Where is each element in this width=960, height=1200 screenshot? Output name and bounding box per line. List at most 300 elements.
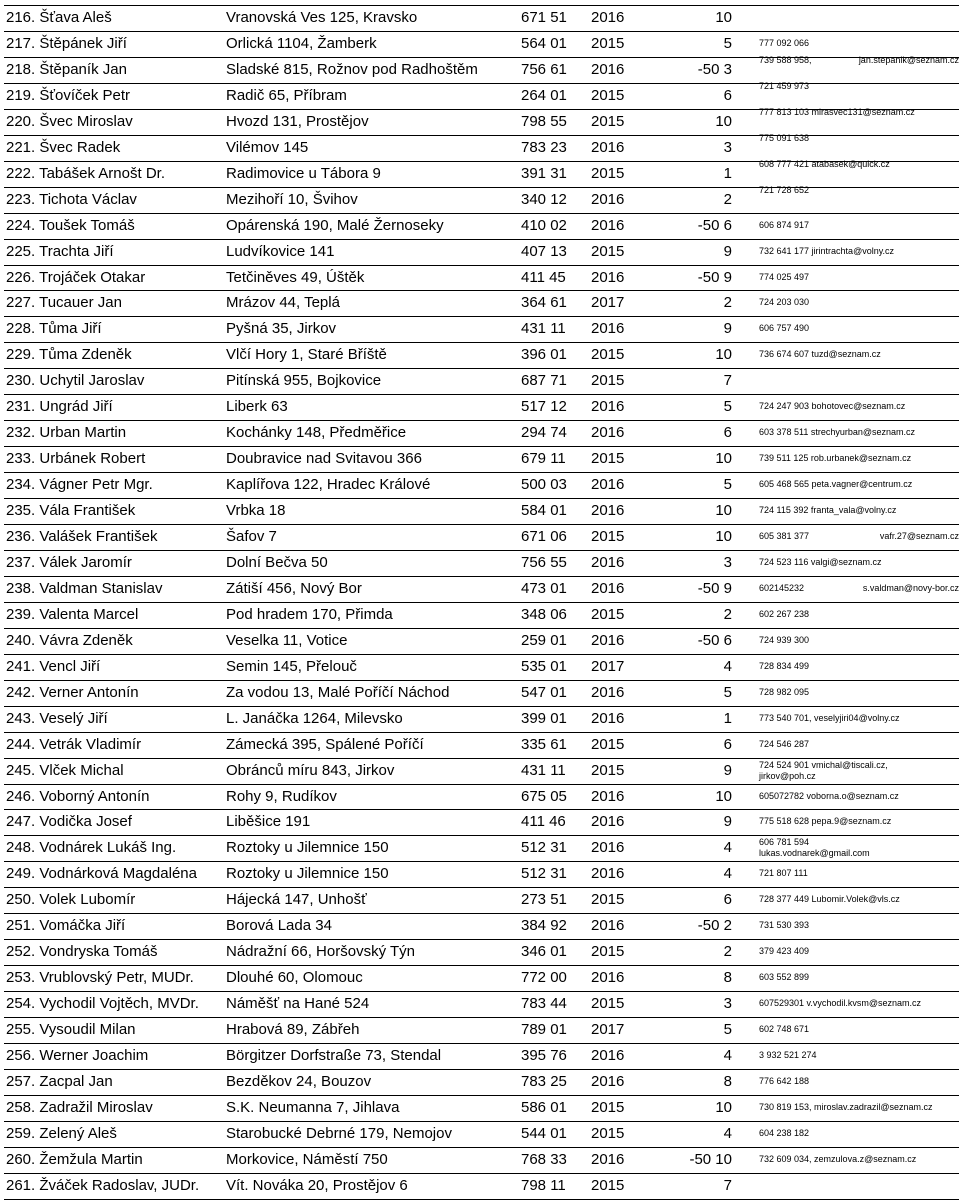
contact-info [759, 323, 959, 334]
person-name: 226. Trojáček Otakar [6, 268, 146, 286]
points-value: 9 [723, 761, 732, 779]
person-name: 230. Uchytil Jaroslav [6, 372, 145, 390]
contact-line: 731 530 393 [759, 920, 810, 931]
year: 2015 [591, 164, 625, 182]
address: Kochánky 148, Předměřice [226, 424, 407, 442]
person-name: 231. Ungrád Jiří [6, 398, 113, 416]
person-name: 223. Tichota Václav [6, 190, 137, 208]
zip-code: 294 74 [521, 424, 567, 442]
table-row [4, 732, 959, 758]
points-value: 5 [723, 476, 732, 494]
contact-info [759, 246, 959, 257]
address: S.K. Neumanna 7, Jihlava [226, 1098, 400, 1116]
contact-info [759, 479, 959, 490]
year: 2017 [591, 294, 625, 312]
table-row [4, 1069, 959, 1095]
contact-line: 602 748 671 [759, 1024, 810, 1035]
year: 2015 [591, 1124, 625, 1142]
address: Starobucké Debrné 179, Nemojov [226, 1124, 452, 1142]
year: 2016 [591, 787, 625, 805]
address: Dlouhé 60, Olomouc [226, 969, 363, 987]
contact-info [759, 38, 959, 49]
points-value: 2 [723, 943, 732, 961]
zip-code: 783 25 [521, 1072, 567, 1090]
contact-line: 605 468 565 peta.vagner@centrum.cz [759, 479, 913, 490]
contact-line: 3 932 521 274 [759, 1050, 817, 1060]
person-name: 261. Žváček Radoslav, JUDr. [6, 1176, 200, 1194]
zip-code: 500 03 [521, 476, 567, 494]
address: Hrabová 89, Zábřeh [226, 1021, 360, 1039]
year: 2015 [591, 943, 625, 961]
table-row [4, 239, 959, 265]
address: Roztoky u Jilemnice 150 [226, 865, 389, 883]
year: 2015 [591, 372, 625, 390]
zip-code: 410 02 [521, 216, 567, 234]
person-name: 252. Vondryska Tomáš [6, 943, 158, 961]
table-row [4, 654, 959, 680]
table-row [4, 524, 959, 550]
zip-code: 407 13 [521, 242, 567, 260]
zip-code: 798 11 [521, 1176, 566, 1194]
points-value: 10 [715, 787, 732, 805]
address: Pitínská 955, Bojkovice [226, 372, 382, 390]
address: Vít. Nováka 20, Prostějov 6 [226, 1176, 408, 1194]
address: Orlická 1104, Žamberk [226, 34, 377, 52]
contact-line: 732 609 034, zemzulova.z@seznam.cz [759, 1153, 917, 1164]
address: Vrbka 18 [226, 502, 286, 520]
points-value: 10 [715, 9, 732, 26]
zip-code: 783 44 [521, 995, 567, 1013]
address: L. Janáčka 1264, Milevsko [226, 709, 403, 727]
table-row [4, 706, 959, 732]
points-value: 4 [723, 1047, 732, 1064]
person-name: 229. Tůma Zdeněk [6, 346, 132, 364]
contact-info [759, 185, 959, 196]
contact-info [759, 159, 959, 170]
points-value: 7 [723, 372, 732, 390]
contact-info [759, 868, 959, 879]
zip-code: 671 06 [521, 528, 567, 545]
points-value: 1 [723, 164, 732, 182]
table-row [4, 420, 959, 446]
zip-code: 756 55 [521, 553, 567, 571]
points-value: 8 [723, 969, 732, 987]
person-name: 250. Volek Lubomír [6, 891, 136, 909]
zip-code: 512 31 [521, 865, 567, 883]
address: Hájecká 147, Unhošť [226, 891, 367, 909]
year: 2016 [591, 1150, 625, 1168]
table-row [4, 550, 959, 576]
contact-info [759, 791, 959, 802]
contact-line: 724 247 903 bohotovec@seznam.cz [759, 401, 906, 412]
points-value: 4 [723, 657, 732, 675]
zip-code: 517 12 [521, 398, 567, 416]
year: 2016 [591, 138, 625, 156]
address: Vilémov 145 [226, 138, 309, 156]
year: 2015 [591, 605, 625, 623]
year: 2016 [591, 969, 625, 987]
zip-code: 411 45 [521, 268, 566, 286]
address: Obránců míru 843, Jirkov [226, 761, 395, 779]
person-name: 245. Vlček Michal [6, 761, 124, 779]
contact-info [759, 635, 959, 646]
year: 2016 [591, 476, 625, 494]
year: 2016 [591, 320, 625, 338]
address: Liběšice 191 [226, 813, 311, 831]
person-name: 234. Vágner Petr Mgr. [6, 476, 153, 494]
points-value: 8 [723, 1072, 732, 1090]
contact-line: 603 378 511 strechyurban@seznam.cz [759, 427, 916, 438]
year: 2015 [591, 112, 625, 130]
zip-code: 411 46 [521, 813, 566, 831]
points-value: 6 [723, 86, 732, 104]
table-row [4, 680, 959, 706]
contact-info [759, 998, 959, 1009]
table-row [4, 1121, 959, 1147]
address: Liberk 63 [226, 398, 288, 416]
points-value: 6 [723, 735, 732, 753]
points-value: 9 [723, 320, 732, 338]
points-value: 2 [723, 294, 732, 312]
address: Nádražní 66, Horšovský Týn [226, 943, 415, 961]
points-value: 5 [723, 1021, 732, 1039]
table-row [4, 184, 959, 213]
person-name: 249. Vodnárková Magdaléna [6, 865, 197, 883]
address: Doubravice nad Svitavou 366 [226, 450, 422, 468]
year: 2016 [591, 190, 625, 208]
points-value: 10 [715, 346, 732, 364]
zip-code: 535 01 [521, 657, 567, 675]
contact-info [759, 1076, 959, 1087]
table-row [4, 265, 959, 291]
year: 2015 [591, 891, 625, 909]
year: 2016 [591, 502, 625, 520]
zip-code: 473 01 [521, 579, 567, 597]
table-row [4, 106, 959, 135]
contact-part: s.valdman@novy-bor.cz [862, 582, 959, 593]
contact-line: 732 641 177 jirintrachta@volny.cz [759, 245, 895, 256]
year: 2016 [591, 398, 625, 416]
zip-code: 783 23 [521, 138, 567, 156]
zip-code: 384 92 [521, 917, 567, 935]
zip-code: 264 01 [521, 86, 567, 104]
person-name: 236. Valášek František [6, 528, 158, 545]
address: Borová Lada 34 [226, 917, 332, 935]
zip-code: 671 51 [521, 9, 567, 26]
contact-info [759, 427, 959, 438]
person-name: 248. Vodnárek Lukáš Ing. [6, 839, 177, 857]
zip-code: 348 06 [521, 605, 567, 623]
person-name: 241. Vencl Jiří [6, 657, 101, 675]
points-value: 6 [723, 891, 732, 909]
contact-line: 776 642 188 [759, 1075, 810, 1086]
zip-code: 679 11 [521, 450, 566, 468]
zip-code: 675 05 [521, 787, 567, 805]
points-value: 1 [723, 709, 732, 727]
points-value: 10 [715, 450, 732, 468]
contact-line: lukas.vodnarek@gmail.com [759, 848, 870, 859]
zip-code: 273 51 [521, 891, 567, 909]
address: Dolní Bečva 50 [226, 553, 328, 571]
contact-info [759, 760, 959, 782]
year: 2016 [591, 683, 625, 701]
address: Rohy 9, Rudíkov [226, 787, 337, 805]
table-row [4, 31, 959, 57]
year: 2015 [591, 86, 625, 104]
contact-line: 606 757 490 [759, 323, 810, 334]
table-row [4, 861, 959, 887]
table-row [4, 913, 959, 939]
contact-line: 607529301 v.vychodil.kvsm@seznam.cz [759, 998, 922, 1009]
contact-part: 602145232 [759, 582, 805, 593]
year: 2016 [591, 1072, 625, 1090]
zip-code: 395 76 [521, 1047, 567, 1064]
person-name: 246. Voborný Antonín [6, 787, 150, 805]
zip-code: 431 11 [521, 320, 566, 338]
table-row [4, 576, 959, 602]
year: 2016 [591, 917, 625, 935]
address: Zátiší 456, Nový Bor [226, 579, 362, 597]
contact-line: 602 267 238 [759, 608, 810, 619]
contact-info [759, 1024, 959, 1035]
points-value: 4 [723, 865, 732, 883]
year: 2015 [591, 450, 625, 468]
contact-line: 724 524 901 vmichal@tiscali.cz, [759, 759, 888, 770]
person-name: 222. Tabášek Arnošt Dr. [6, 164, 165, 182]
table-row [4, 158, 959, 187]
contact-line: 775 518 628 pepa.9@seznam.cz [759, 816, 892, 827]
table-row [4, 316, 959, 342]
year: 2015 [591, 34, 625, 52]
zip-code: 346 01 [521, 943, 567, 961]
year: 2016 [591, 268, 625, 286]
year: 2017 [591, 657, 625, 675]
address: Opárenská 190, Malé Žernoseky [226, 216, 444, 234]
contact-line: 728 377 449 Lubomir.Volek@vls.cz [759, 894, 900, 905]
contact-line: 724 546 287 [759, 738, 810, 749]
year: 2016 [591, 579, 625, 597]
points-value: 3 [723, 138, 732, 156]
table-row [4, 939, 959, 965]
zip-code: 544 01 [521, 1124, 567, 1142]
person-name: 258. Zadražil Miroslav [6, 1098, 153, 1116]
person-name: 257. Zacpal Jan [6, 1072, 113, 1090]
points-value: -50 10 [689, 1150, 732, 1168]
contact-line: 604 238 182 [759, 1127, 810, 1138]
contact-line: 730 819 153, miroslav.zadrazil@seznam.cz [759, 1101, 933, 1112]
address: Mrázov 44, Teplá [226, 294, 340, 312]
contact-line: 773 540 701, veselyjiri04@volny.cz [759, 712, 900, 723]
address: Semin 145, Přelouč [226, 657, 357, 675]
table-row [4, 342, 959, 368]
person-name: 221. Švec Radek [6, 138, 121, 156]
zip-code: 431 11 [521, 761, 566, 779]
contact-info [759, 687, 959, 698]
address: Sladské 815, Rožnov pod Radhoštěm [226, 60, 478, 78]
contact-line: 721 728 652 [759, 184, 810, 195]
table-row [4, 628, 959, 654]
address: Pyšná 35, Jirkov [226, 320, 337, 338]
contact-info [759, 81, 959, 92]
person-name: 239. Valenta Marcel [6, 605, 139, 623]
table-row [4, 602, 959, 628]
zip-code: 259 01 [521, 631, 567, 649]
points-value: -50 6 [697, 631, 732, 649]
table-row [4, 758, 959, 784]
points-value: 9 [723, 813, 732, 831]
contact-line: 721 807 111 [759, 868, 808, 879]
address: Pod hradem 170, Přimda [226, 605, 393, 623]
contact-info [759, 920, 959, 931]
table-row [4, 290, 959, 316]
zip-code: 512 31 [521, 839, 567, 857]
person-name: 237. Válek Jaromír [6, 553, 132, 571]
contact-info [759, 133, 959, 144]
year: 2016 [591, 865, 625, 883]
zip-code: 756 61 [521, 60, 567, 78]
points-value: -50 9 [697, 579, 732, 597]
contact-line: 721 459 973 [759, 80, 810, 91]
person-name: 228. Tůma Jiří [6, 320, 102, 338]
points-value: 5 [723, 683, 732, 701]
person-name: 220. Švec Miroslav [6, 112, 133, 130]
address: Ludvíkovice 141 [226, 242, 335, 260]
table-row [4, 1017, 959, 1043]
person-name: 238. Valdman Stanislav [6, 579, 163, 597]
contact-line: jirkov@poh.cz [759, 770, 816, 781]
address: Mezihoří 10, Švihov [226, 190, 358, 208]
table-row [4, 1043, 959, 1069]
year: 2016 [591, 216, 625, 234]
points-value: -50 2 [697, 917, 732, 935]
person-name: 242. Verner Antonín [6, 683, 139, 701]
points-value: 7 [723, 1176, 732, 1194]
address: Hvozd 131, Prostějov [226, 112, 369, 130]
table-row [4, 5, 959, 31]
person-name: 256. Werner Joachim [6, 1047, 149, 1064]
table-row [4, 472, 959, 498]
points-value: -50 6 [697, 216, 732, 234]
table-row [4, 887, 959, 913]
zip-code: 364 61 [521, 294, 567, 312]
zip-code: 396 01 [521, 346, 567, 364]
points-value: 10 [715, 502, 732, 520]
table-row [4, 835, 959, 861]
address: Tetčiněves 49, Úštěk [226, 268, 365, 286]
zip-code: 584 01 [521, 502, 567, 520]
person-name: 218. Štěpaník Jan [6, 60, 127, 78]
year: 2015 [591, 242, 625, 260]
zip-code: 687 71 [521, 372, 567, 390]
contact-line: 606 781 594 [759, 837, 810, 848]
address: Morkovice, Náměstí 750 [226, 1150, 388, 1168]
table-row [4, 54, 959, 83]
contact-info [759, 837, 959, 859]
contact-line: 774 025 497 [759, 271, 810, 282]
table-row [4, 446, 959, 472]
contact-line: 739 511 125 rob.urbanek@seznam.cz [759, 453, 912, 464]
points-value: 5 [723, 34, 732, 52]
year: 2017 [591, 1021, 625, 1039]
contact-line: 728 982 095 [759, 686, 810, 697]
zip-code: 564 01 [521, 34, 567, 52]
person-name: 217. Štěpánek Jiří [6, 34, 127, 52]
points-value: -50 9 [697, 268, 732, 286]
contact-part: vafr.27@seznam.cz [879, 531, 959, 541]
points-value: 4 [723, 1124, 732, 1142]
contact-part: 605 381 377 [759, 531, 810, 541]
points-value: 9 [723, 242, 732, 260]
contact-line: 728 834 499 [759, 660, 810, 671]
year: 2015 [591, 1098, 625, 1116]
points-value: 6 [723, 424, 732, 442]
contact-info [759, 349, 959, 360]
contact-info [759, 972, 959, 983]
contact-line [759, 55, 959, 66]
points-value: 3 [723, 995, 732, 1013]
contact-line [759, 583, 959, 594]
address: Vlčí Hory 1, Staré Bříště [226, 346, 387, 364]
table-row [4, 213, 959, 239]
table-row [4, 965, 959, 991]
contact-info [759, 583, 959, 594]
zip-code: 340 12 [521, 190, 567, 208]
points-value: 4 [723, 839, 732, 857]
contact-info [759, 1154, 959, 1165]
year: 2015 [591, 528, 625, 545]
contact-info [759, 713, 959, 724]
zip-code: 547 01 [521, 683, 567, 701]
contact-info [759, 272, 959, 283]
points-value: 5 [723, 398, 732, 416]
contact-info [759, 1050, 959, 1061]
year: 2016 [591, 9, 625, 26]
person-name: 243. Veselý Jiří [6, 709, 108, 727]
contact-info [759, 739, 959, 750]
address: Vranovská Ves 125, Kravsko [226, 9, 418, 26]
contact-info [759, 220, 959, 231]
address: Veselka 11, Votice [226, 631, 348, 649]
address: Radimovice u Tábora 9 [226, 164, 381, 182]
contact-line: 724 203 030 [759, 297, 810, 308]
points-value: 3 [723, 553, 732, 571]
contact-info [759, 661, 959, 672]
person-name: 227. Tucauer Jan [6, 294, 122, 312]
zip-code: 789 01 [521, 1021, 567, 1039]
person-name: 253. Vrublovský Petr, MUDr. [6, 969, 194, 987]
contact-info [759, 1128, 959, 1139]
year: 2015 [591, 761, 625, 779]
contact-line: 606 874 917 [759, 219, 810, 230]
points-value: 10 [715, 528, 732, 545]
person-name: 233. Urbánek Robert [6, 450, 146, 468]
table-row [4, 80, 959, 109]
year: 2015 [591, 1176, 625, 1194]
zip-code: 586 01 [521, 1098, 567, 1116]
table-row [4, 784, 959, 810]
contact-info [759, 453, 959, 464]
contact-info [759, 946, 959, 957]
address: Börgitzer Dorfstraße 73, Stendal [226, 1047, 442, 1064]
contact-info [759, 297, 959, 308]
contact-line: 724 939 300 [759, 634, 810, 645]
contact-line: 608 777 421 atabasek@quick.cz [759, 158, 890, 169]
contact-line: 777 092 066 [759, 37, 810, 48]
table-row [4, 991, 959, 1017]
person-name: 216. Šťava Aleš [6, 9, 112, 26]
contact-info [759, 557, 959, 568]
year: 2016 [591, 839, 625, 857]
